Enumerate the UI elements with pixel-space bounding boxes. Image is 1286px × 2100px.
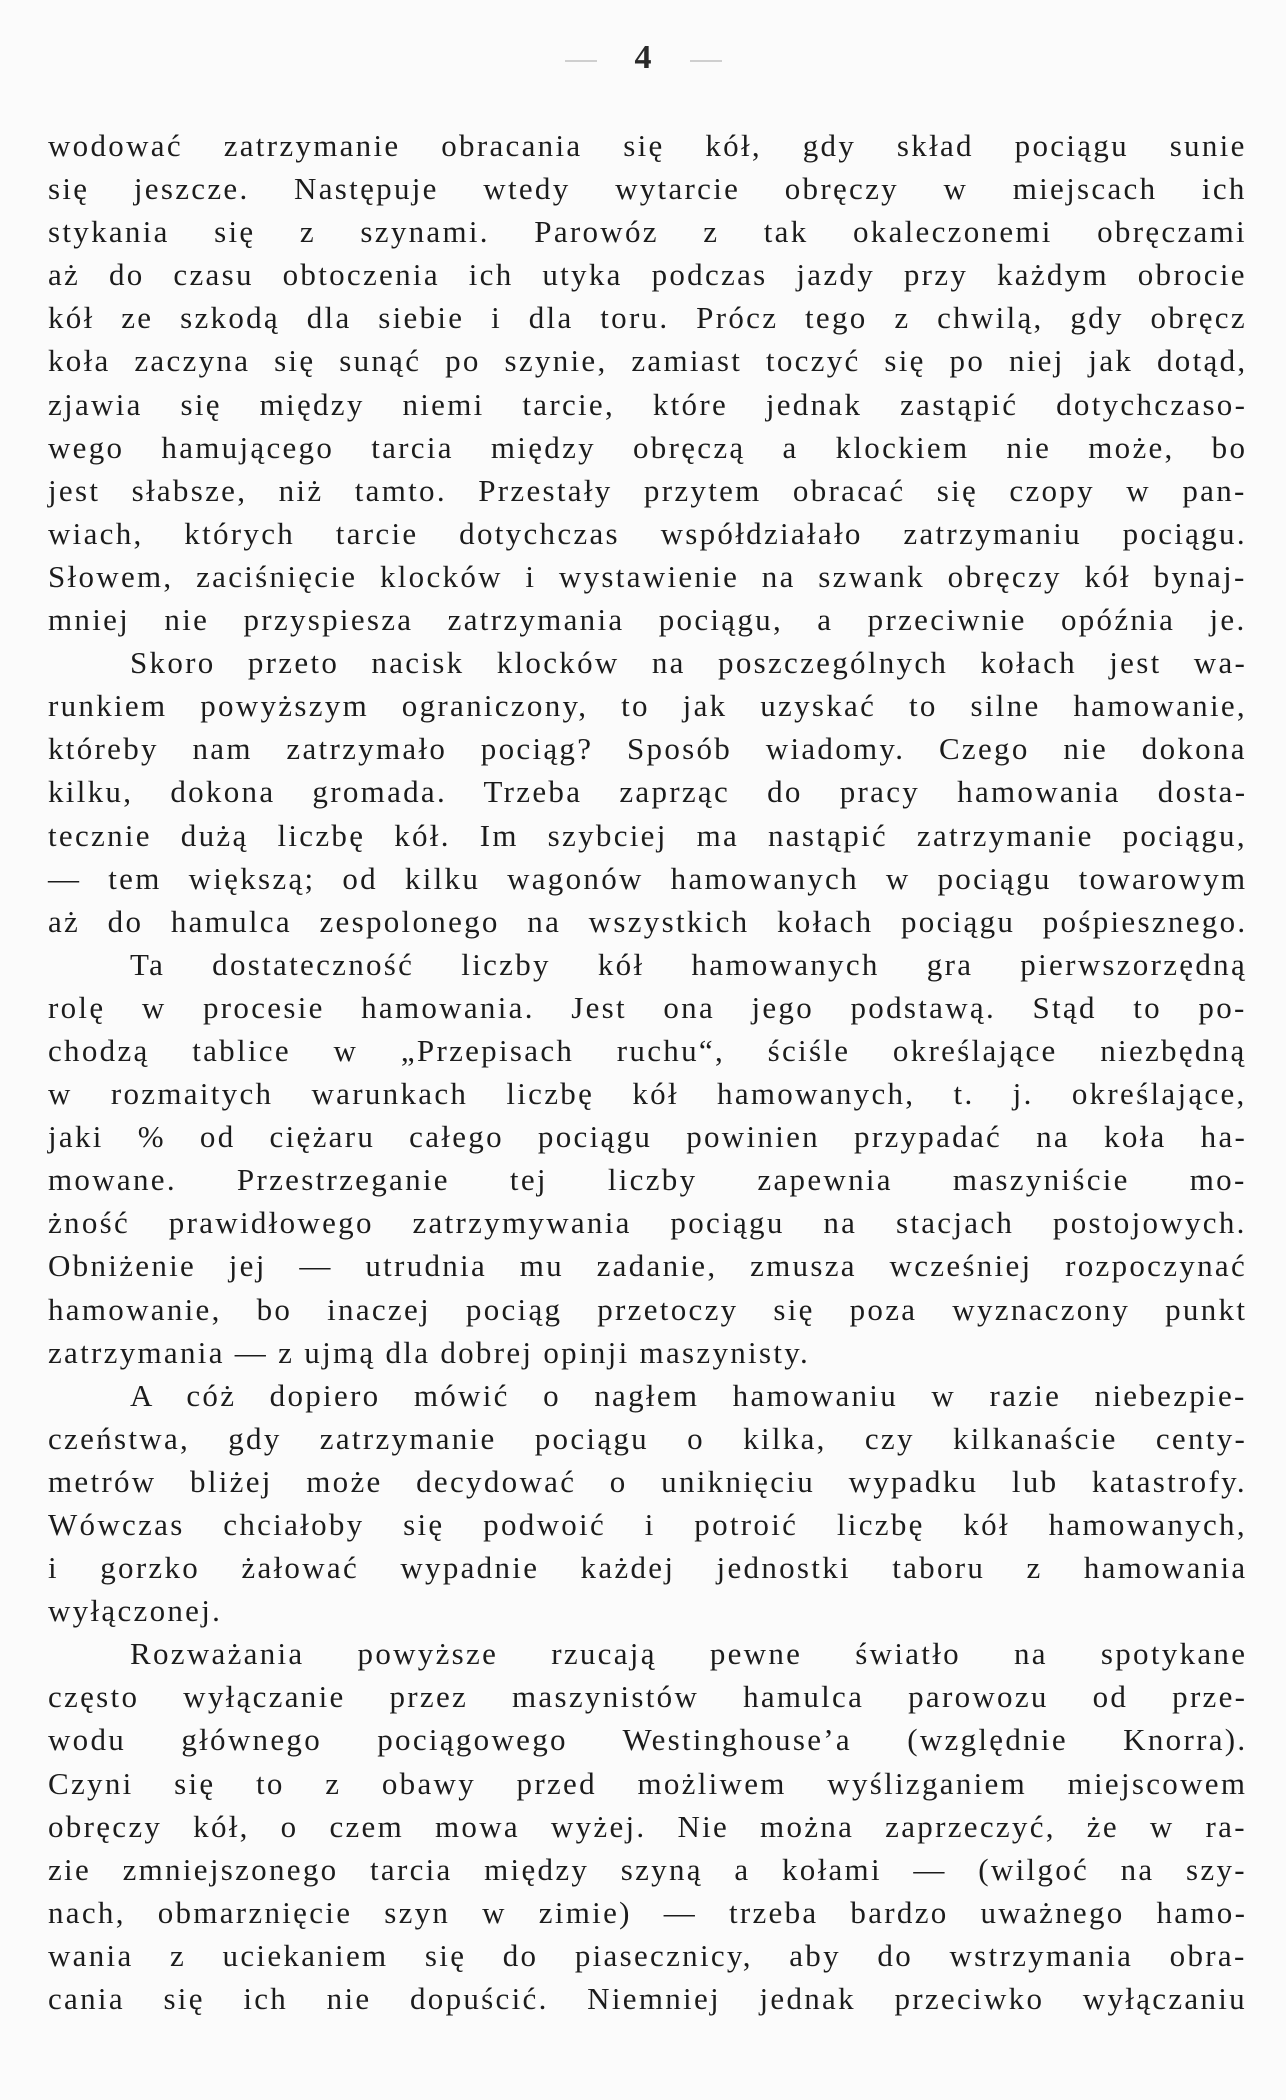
text-line: hamowanie, bo inaczej pociąg przetoczy się poza wyznaczony punkt	[48, 1291, 1248, 1327]
text-line: wiach, których tarcie dotychczas współdziałało zatrzymaniu pociągu.	[48, 515, 1247, 551]
text-line: Wówczas chciałoby się podwoić i potroić liczbę kół hamowanych,	[48, 1507, 1247, 1542]
paragraph-first-line: Skoro przeto nacisk klocków na poszczególnych kołach jest wa-	[130, 645, 1248, 681]
text-line: jest słabsze, niż tamto. Przestały przytem obracać się czopy w pan-	[48, 472, 1247, 508]
text-line: kilku, dokona gromada. Trzeba zaprząc do pracy hamowania dosta-	[48, 774, 1248, 810]
text-line: — tem większą; od kilku wagonów hamowanych w pociągu towarowym	[48, 860, 1248, 896]
page-header	[0, 38, 1286, 78]
text-line: mniej nie przyspiesza zatrzymania pociągu, a przeciwnie opóźnia je.	[48, 602, 1247, 638]
text-line: wania z uciekaniem się do piasecznicy, aby do wstrzymania obra-	[48, 1937, 1247, 1973]
text-line: rolę w procesie hamowania. Jest ona jego podstawą. Stąd to po-	[48, 989, 1247, 1025]
text-line: się jeszcze. Następuje wtedy wytarcie obręczy w miejscach ich	[48, 171, 1247, 207]
text-line: kół ze szkodą dla siebie i dla toru. Prócz tego z chwilą, gdy obręcz	[48, 300, 1247, 336]
text-line: wyłączonej.	[48, 1593, 223, 1629]
text-line: metrów bliżej może decydować o uniknięciu wypadku lub katastrofy.	[48, 1463, 1247, 1499]
text-line: runkiem powyższym ograniczony, to jak uzyskać to silne hamowanie,	[48, 688, 1247, 724]
text-line: zie zmniejszonego tarcia między szyną a kołami — (wilgoć na szy-	[48, 1851, 1247, 1887]
text-line: i gorzko żałować wypadnie każdej jednostki taboru z hamowania	[48, 1550, 1248, 1586]
paragraph-first-line: A cóż dopiero mówić o nagłem hamowaniu w razie niebezpie-	[130, 1377, 1247, 1413]
text-line: w rozmaitych warunkach liczbę kół hamowanych, t. j. określające,	[48, 1076, 1247, 1112]
text-line: wego hamującego tarcia między obręczą a klockiem nie może, bo	[48, 429, 1248, 465]
page-number: 4	[634, 39, 652, 76]
text-line: zatrzymania — z ujmą dla dobrej opinji maszynisty.	[48, 1334, 811, 1370]
text-line: mowane. Przestrzeganie tej liczby zapewnia maszyniście mo-	[48, 1162, 1247, 1198]
text-line: jaki % od ciężaru całego pociągu powinien przypadać na koła ha-	[48, 1119, 1248, 1155]
text-line: zjawia się między niemi tarcie, które jednak zastąpić dotychczaso-	[48, 386, 1248, 422]
header-dash-right	[690, 60, 722, 62]
text-line: cania się ich nie dopuścić. Niemniej jednak przeciwko wyłączaniu	[48, 1981, 1247, 2017]
text-line: Obniżenie jej — utrudnia mu zadanie, zmusza wcześniej rozpoczynać	[48, 1248, 1248, 1284]
text-line: czeństwa, gdy zatrzymanie pociągu o kilka, czy kilkanaście centy-	[48, 1420, 1248, 1456]
text-line: stykania się z szynami. Parowóz z tak okaleczonemi obręczami	[48, 214, 1247, 250]
body-text	[48, 124, 1247, 2020]
text-line: często wyłączanie przez maszynistów hamulca parowozu od prze-	[48, 1679, 1248, 1715]
text-line: tecznie dużą liczbę kół. Im szybciej ma nastąpić zatrzymanie pociągu,	[48, 817, 1247, 853]
text-line: aż do hamulca zespolonego na wszystkich kołach pociągu pośpiesznego.	[48, 903, 1248, 939]
text-line: Czyni się to z obawy przed możliwem wyślizganiem miejscowem	[48, 1765, 1248, 1801]
paragraph-first-line: Rozważania powyższe rzucają pewne światło na spotykane	[130, 1636, 1248, 1672]
header-dash-left	[565, 60, 597, 62]
text-line: żność prawidłowego zatrzymywania pociągu na stacjach postojowych.	[48, 1205, 1247, 1241]
text-line: aż do czasu obtoczenia ich utyka podczas jazdy przy każdym obrocie	[48, 257, 1247, 293]
paragraph-first-line: Ta dostateczność liczby kół hamowanych gra pierwszorzędną	[130, 946, 1248, 982]
text-line: wodować zatrzymanie obracania się kół, gdy skład pociągu sunie	[48, 128, 1247, 163]
text-line: któreby nam zatrzymało pociąg? Sposób wiadomy. Czego nie dokona	[48, 731, 1247, 767]
text-line: nach, obmarznięcie szyn w zimie) — trzeba bardzo uważnego hamo-	[48, 1894, 1248, 1930]
text-line: koła zaczyna się sunąć po szynie, zamiast toczyć się po niej jak dotąd,	[48, 343, 1248, 379]
text-line: chodzą tablice w „Przepisach ruchu“, ściśle określające niezbędną	[48, 1032, 1247, 1068]
text-line: obręczy kół, o czem mowa wyżej. Nie można zaprzeczyć, że w ra-	[48, 1808, 1247, 1844]
text-line: wodu głównego pociągowego Westinghouse’a (względnie Knorra).	[48, 1722, 1248, 1758]
text-line: Słowem, zaciśnięcie klocków i wystawienie na szwank obręczy kół bynaj-	[48, 558, 1247, 594]
